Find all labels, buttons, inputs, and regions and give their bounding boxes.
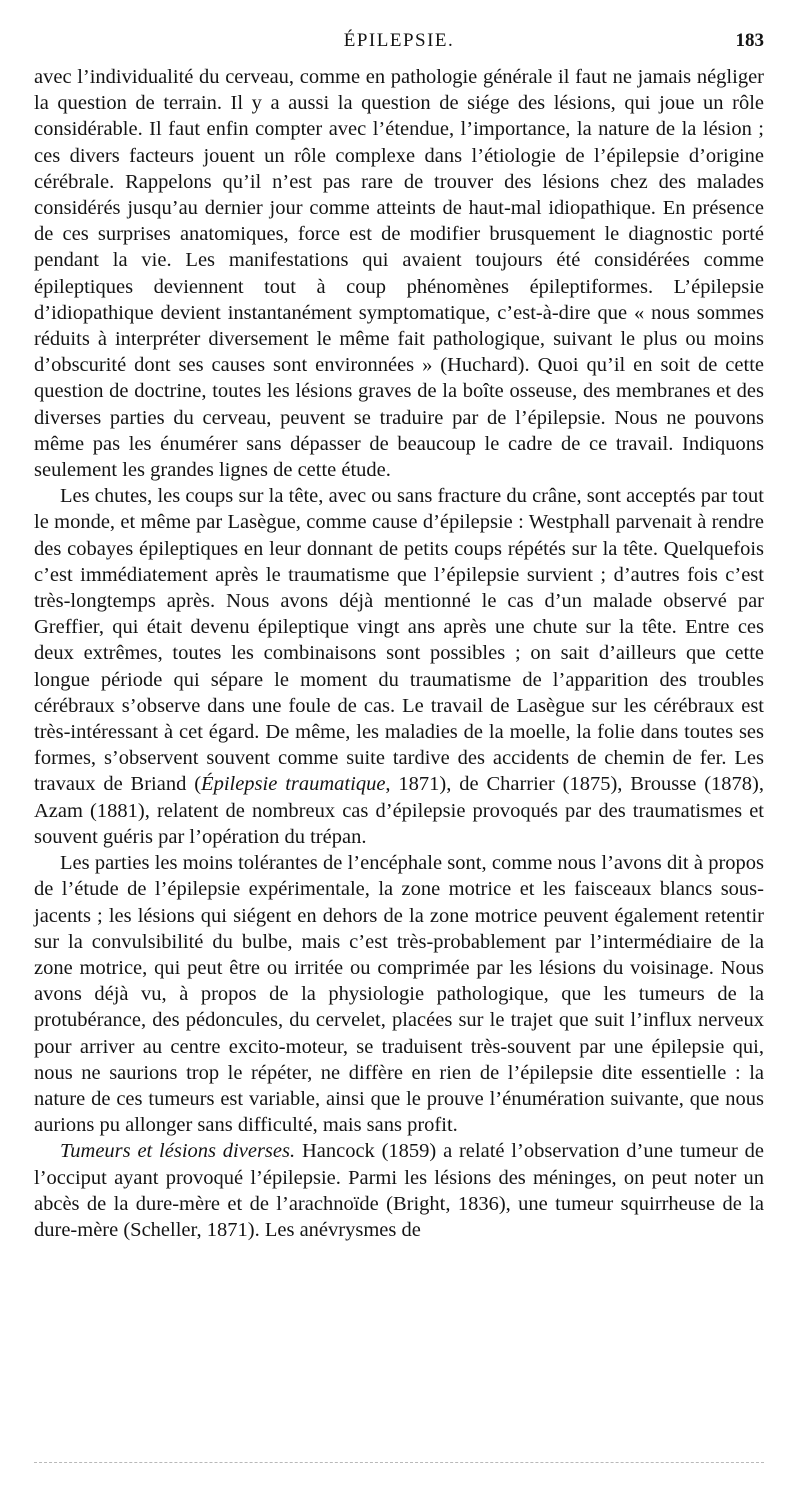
paragraph-4-lead-in: Tumeurs et lésions diverses.	[60, 1140, 296, 1163]
paragraph-2	[34, 483, 764, 850]
paragraph-4-text: Hancock (1859) a relaté l’observation d’une tumeur de l’occiput ayant provoqué l’épilepsie. Parmi les lésions des méninges, on peut noter un abcès de la dure-mère et de l’arachnoïde (Bright, 1836), une tumeur squirrheuse de la dure-mère (Scheller, 1871). Les anévrysmes de	[34, 1140, 765, 1241]
paragraph-1	[34, 64, 764, 483]
paragraph-2-text: Les chutes, les coups sur la tête, avec ou sans fracture du crâne, sont acceptés par tout le monde, et même par Lasègue, comme cause d’épilepsie : Westphall parvenait à rendre des cobayes épileptiques en leur donnant de petits coups répétés sur la tête. Quelquefois c’est immédiatement après le traumatisme que l’épilepsie survient ; d’autres fois c’est très-longtemps après. Nous avons déjà mentionné le cas d’un malade observé par Greffier, qui était devenu épileptique vingt ans après une chute sur la tête. Entre ces deux extrêmes, toutes les combinaisons sont possibles ; on sait d’ailleurs que cette longue période qui sépare le moment du traumatisme de l’apparition des troubles cérébraux s’observe dans une foule de cas. Le travail de Lasègue sur les cérébraux est très-intéressant à cet égard. De même, les maladies de la moelle, la folie dans toutes ses formes, s’observent souvent comme suite tardive des accidents de chemin de fer. Les travaux de Briand (	[34, 485, 764, 796]
footer-rule	[34, 1462, 764, 1463]
paragraph-3	[34, 850, 764, 1138]
paragraph-4	[34, 1138, 764, 1243]
paragraph-3-text: Les parties les moins tolérantes de l’encéphale sont, comme nous l’avons dit à propos de l’étude de l’épilepsie expérimentale, la zone motrice et les faisceaux blancs sous-jacents ; les lésions qui siégent en dehors de la zone motrice peuvent également retentir sur la convulsibilité du bulbe, mais c’est très-probablement par l’intermédiaire de la zone motrice, qui peut être ou irritée ou comprimée par les lésions du voisinage. Nous avons déjà vu, à propos de la physiologie pathologique, que les tumeurs de la protubérance, des pédoncules, du cervelet, placées sur le trajet que suit l’influx nerveux pour arriver au centre excito-moteur, se traduisent très-souvent par une épilepsie qui, nous ne saurions trop le répéter, ne diffère en rien de l’épilepsie dite essentielle : la nature de ces tumeurs est variable, ainsi que le prouve l’énumération suivante, que nous aurions pu allonger sans difficulté, mais sans profit.	[34, 852, 764, 1137]
body-text	[34, 64, 764, 1243]
paragraph-2-text-after: , 1871), de Charrier (1875), Brousse (1878), Azam (1881), relatent de nombreux cas d’épilepsie provoqués par des traumatismes et souvent guéris par l’opération du trépan.	[34, 773, 764, 848]
paragraph-2-italic-title: Épilepsie traumatique	[201, 773, 386, 796]
paragraph-1-text: avec l’individualité du cerveau, comme en pathologie générale il faut ne jamais négliger la question de terrain. Il y a aussi la question de siége des lésions, qui joue un rôle considérable. Il faut enfin compter avec l’étendue, l’importance, la nature de la lésion ; ces divers facteurs jouent un rôle complexe dans l’étiologie de l’épilepsie d’origine cérébrale. Rappelons qu’il n’est pas rare de trouver des lésions chez des malades considérés jusqu’au dernier jour comme atteints de haut-mal idiopathique. En présence de ces surprises anatomiques, force est de modifier brusquement le diagnostic porté pendant la vie. Les manifestations qui avaient toujours été considérées comme épileptiques deviennent tout à coup phénomènes épileptiformes. L’épilepsie d’idiopathique devient instantanément symptomatique, c’est-à-dire que « nous sommes réduits à interpréter diversement le même fait pathologique, suivant le plus ou moins d’obscurité dont ses causes sont environnées » (Huchard). Quoi qu’il en soit de cette question de doctrine, toutes les lésions graves de la boîte osseuse, des membranes et des diverses parties du cerveau, peuvent se traduire par de l’épilepsie. Nous ne pouvons même pas les énumérer sans dépasser de beaucoup le cadre de ce travail. Indiquons seulement les grandes lignes de cette étude.	[34, 66, 764, 482]
running-title: ÉPILEPSIE.	[343, 30, 455, 51]
running-head	[34, 30, 764, 60]
page-number: 183	[735, 30, 764, 51]
